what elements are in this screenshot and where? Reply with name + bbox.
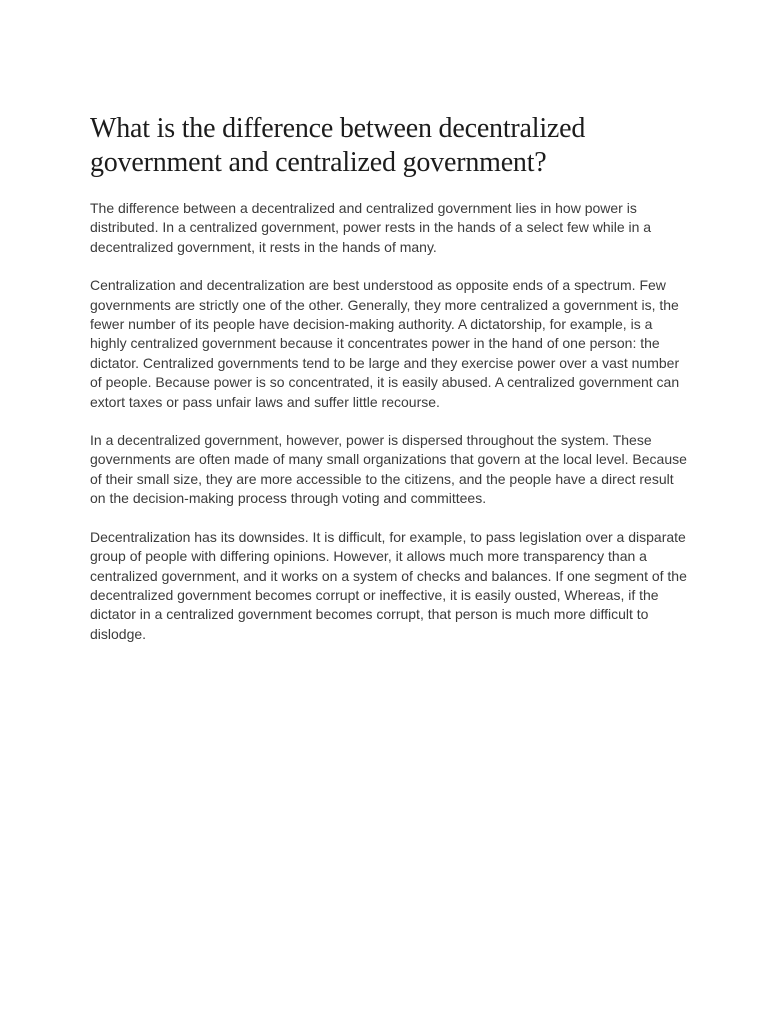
paragraph-1: The difference between a decentralized and centralized government lies in how power is distributed. In a centralized government, power rests in the hands of a select few while in a decentralized government, it rests in the hands of many. (90, 200, 652, 255)
document-page (90, 112, 690, 663)
paragraph-3: In a decentralized government, however, power is dispersed throughout the system. These governments are often made of many small organizations that govern at the local level. Because of their small size, they are more accessible to the citizens, and the people have a direct result on the decision-making process through voting and committees. (90, 432, 687, 507)
paragraph-4: Decentralization has its downsides. It is difficult, for example, to pass legislation over a disparate group of people with differing opinions. However, it allows much more transparency than a centralized government, and it works on a system of checks and balances. If one segment of the decentralized government becomes corrupt or ineffective, it is easily ousted, Whereas, if the dictator in a centralized government becomes corrupt, that person is much more difficult to dislodge. (90, 528, 687, 642)
document-title: What is the difference between decentralized government and centralized government? (90, 113, 586, 178)
paragraph-2: Centralization and decentralization are best understood as opposite ends of a spectrum. Few governments are strictly one of the other. Generally, they more centralized a government is, the fewer number of its people have decision-making authority. A dictatorship, for example, is a highly centralized government because it concentrates power in the hand of one person: the dictator. Centralized governments tend to be large and they exercise power over a vast number of people. Because power is so concentrated, it is easily abused. A centralized government can extort taxes or pass unfair laws and suffer little recourse. (90, 277, 680, 410)
